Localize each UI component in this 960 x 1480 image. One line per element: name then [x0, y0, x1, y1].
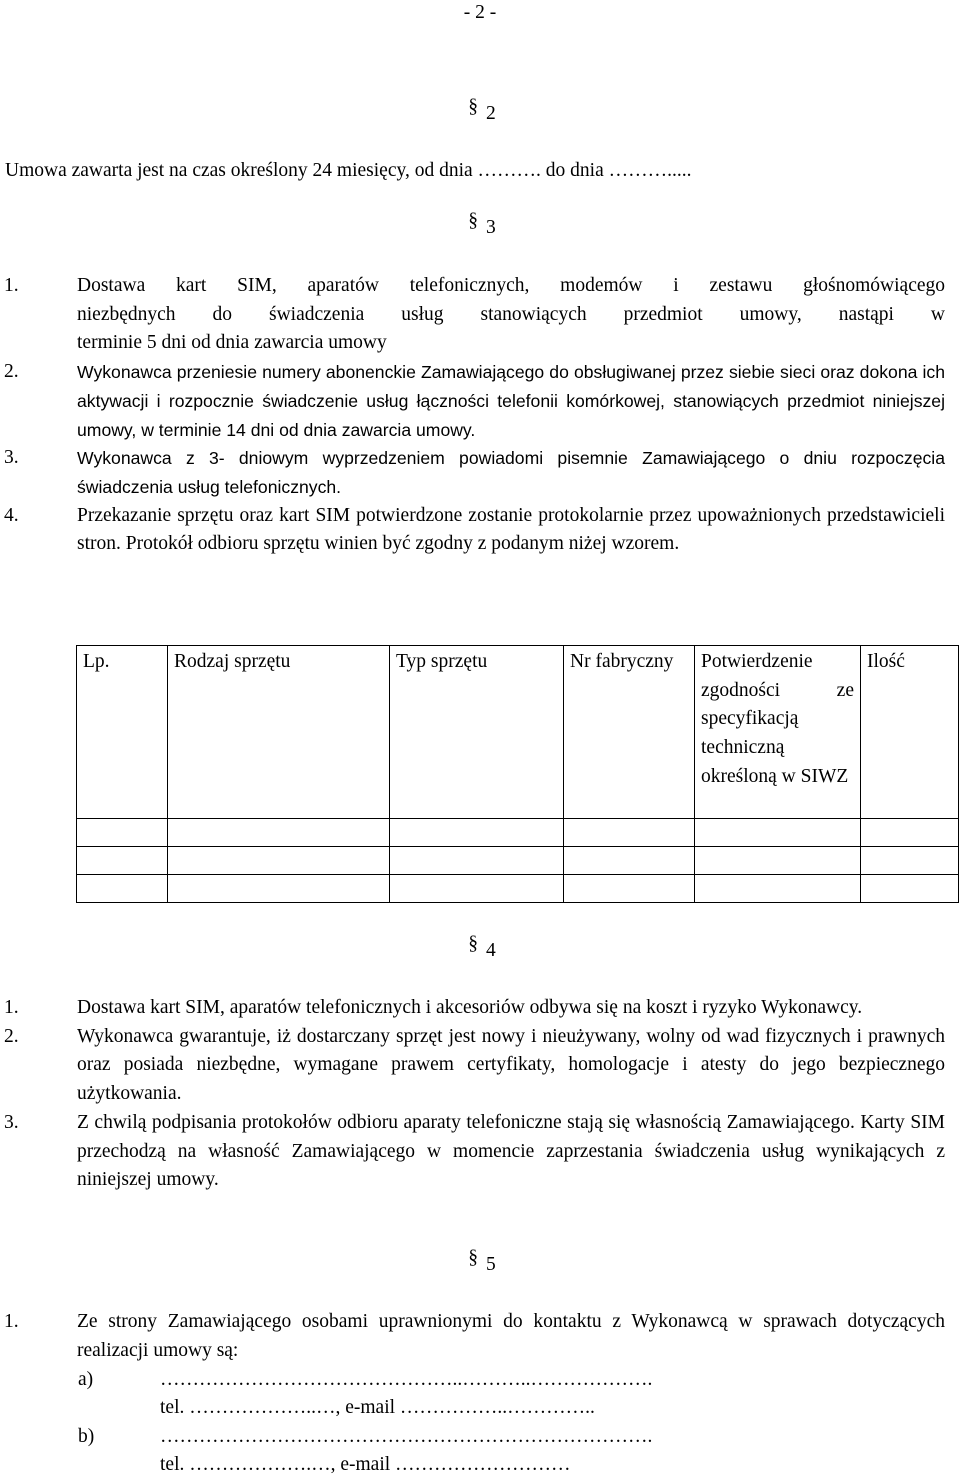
table-header-row: [77, 646, 959, 819]
item-number: 1.: [4, 275, 19, 296]
table-row: [77, 875, 959, 903]
column-header-quantity: Ilość: [861, 646, 959, 819]
table-row: [77, 847, 959, 875]
table-cell: [168, 819, 390, 847]
item-line: terminie 5 dni od dnia zawarcia umowy: [77, 332, 387, 354]
item-number: 1.: [4, 1311, 19, 1332]
table-cell: [564, 875, 695, 903]
section-symbol: §: [468, 96, 478, 117]
contact-b-tel: tel. ……………….…, e-mail ………………………: [160, 1454, 571, 1475]
item-line: Dostawa kart SIM, aparatów telefonicznych, modemów i zestawu głośnomówiącego: [77, 275, 945, 296]
section-number: 3: [486, 217, 496, 238]
item-text: Wykonawca z 3- dniowym wyprzedzeniem powiadomi pisemnie Zamawiającego o dniu rozpoczęcia świadczenia usług telefonicznych.: [77, 448, 945, 497]
table-row: [77, 819, 959, 847]
section-heading-5: [0, 1247, 960, 1280]
column-header-serial-number: Nr fabryczny: [564, 646, 695, 819]
item-text: Wykonawca przeniesie numery abonenckie Zamawiającego do obsługiwanej przez siebie sieci oraz dokona ich aktywacji i rozpocznie świadczenie usług łączności telefonii komórkowej, stanowiących przedmiot niniejszej umowy, w terminie 14 dni od dnia zawarcia umowy.: [77, 362, 945, 440]
section-number: 2: [486, 103, 496, 124]
column-header-spec-confirmation: Potwierdzenie zgodności ze specyfikacją techniczną określoną w SIWZ: [695, 646, 861, 819]
s2-term-clause: Umowa zawarta jest na czas określony 24 miesięcy, od dnia ………. do dnia ……….....: [5, 160, 692, 181]
s3-item-1: [4, 272, 945, 358]
item-text: Z chwilą podpisania protokołów odbioru aparaty telefoniczne stają się własnością Zamawiającego. Karty SIM przechodzą na własność Zamawiającego w momencie zaprzestania świadczenia usług wynikających z niniejszej umowy.: [77, 1111, 945, 1191]
table-cell: [861, 819, 959, 847]
table-cell: [861, 875, 959, 903]
table-cell: [390, 819, 564, 847]
table-cell: [390, 847, 564, 875]
contact-label: a): [78, 1369, 94, 1390]
section-heading-3: [0, 210, 960, 243]
equipment-protocol-table: [76, 645, 959, 903]
s5-item-1: [4, 1308, 945, 1365]
table-cell: [861, 847, 959, 875]
s3-item-2: [4, 358, 945, 444]
item-number: 3.: [4, 1111, 19, 1133]
table-cell: [564, 847, 695, 875]
table-cell: [564, 819, 695, 847]
column-header-lp: Lp.: [77, 646, 168, 819]
contact-a-tel: tel. ………………..…, e-mail ……………..…………..: [160, 1397, 595, 1418]
column-header-equipment-kind: Rodzaj sprzętu: [168, 646, 390, 819]
table-cell: [77, 819, 168, 847]
item-text: Ze strony Zamawiającego osobami uprawnionymi do kontaktu z Wykonawcą w sprawach dotyczących realizacji umowy są:: [77, 1311, 945, 1361]
section-symbol: §: [468, 210, 478, 231]
contact-name-blank: ………………………………………………………………….: [160, 1426, 653, 1447]
page-number: - 2 -: [463, 2, 497, 23]
s4-item-3: [4, 1109, 945, 1195]
table-cell: [695, 847, 861, 875]
section-heading-2: [0, 96, 960, 129]
column-header-equipment-type: Typ sprzętu: [390, 646, 564, 819]
contact-a: [78, 1366, 652, 1395]
item-line: niezbędnych do świadczenia usług stanowiących przedmiot umowy, nastąpi w: [77, 303, 945, 325]
table-cell: [390, 875, 564, 903]
section-symbol: §: [468, 1247, 478, 1268]
section-symbol: §: [468, 933, 478, 954]
table-cell: [77, 847, 168, 875]
section-number: 4: [486, 940, 496, 961]
table-cell: [168, 875, 390, 903]
s3-item-3: [4, 444, 945, 501]
item-text: Przekazanie sprzętu oraz kart SIM potwierdzone zostanie protokolarnie przez upoważnionych przedstawicieli stron. Protokół odbioru sprzętu winien być zgodny z podanym niżej wzorem.: [77, 504, 945, 555]
s4-list: [4, 994, 945, 1195]
table-cell: [168, 847, 390, 875]
table-cell: [695, 819, 861, 847]
contact-b: [78, 1423, 652, 1452]
item-text: Wykonawca gwarantuje, iż dostarczany sprzęt jest nowy i nieużywany, wolny od wad fizycznych i prawnych oraz posiada niezbędne, wymagane prawem certyfikaty, homologacje i atesty do jego bezpiecznego użytkowania.: [77, 1025, 945, 1105]
table-cell: [77, 875, 168, 903]
item-number: 2.: [4, 1025, 19, 1047]
item-text: Dostawa kart SIM, aparatów telefonicznych i akcesoriów odbywa się na koszt i ryzyko Wykonawcy.: [77, 997, 863, 1018]
section-number: 5: [486, 1254, 496, 1275]
contact-name-blank: ………………………………………..………..……………….: [160, 1369, 653, 1390]
contact-label: b): [78, 1426, 95, 1447]
s4-item-1: [4, 994, 945, 1023]
item-number: 3.: [4, 447, 19, 469]
s3-item-4: [4, 502, 945, 559]
section-heading-4: [0, 933, 960, 966]
item-number: 2.: [4, 361, 19, 383]
table-cell: [695, 875, 861, 903]
item-number: 4.: [4, 504, 19, 526]
item-number: 1.: [4, 997, 19, 1018]
s3-list: [4, 272, 945, 559]
s4-item-2: [4, 1023, 945, 1109]
s5-list: [4, 1308, 945, 1365]
